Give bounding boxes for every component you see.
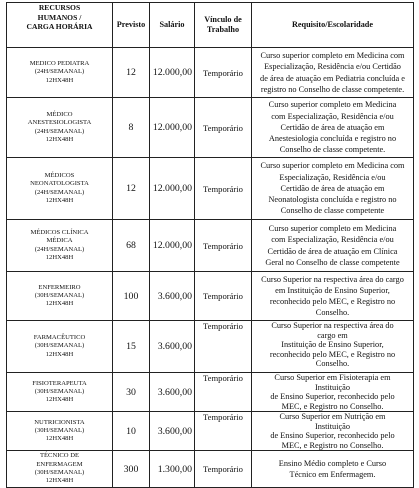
- salario-cell: 3.600,00: [150, 373, 195, 412]
- vinculo-cell: Temporário: [195, 220, 252, 272]
- requisito-cell: Curso superior completo em Medicina com Especialização, Residência e/ou Certidão de área de atuação em Anestesiologia concluída e registro no Conselho de classe competente.: [252, 98, 414, 158]
- previsto-cell: 12: [113, 158, 150, 220]
- previsto-cell: 15: [113, 321, 150, 373]
- role-cell: FISIOTERAPEUTA (30H/SEMANAL) 12HX48H: [7, 373, 113, 412]
- previsto-cell: 8: [113, 98, 150, 158]
- table-row: [7, 98, 414, 158]
- requisito-cell: Ensino Médio completo e Curso Técnico em Enfermagem.: [252, 451, 414, 488]
- table-row: [7, 158, 414, 220]
- header-vinculo: Vínculo de Trabalho: [195, 3, 252, 48]
- table-row: [7, 272, 414, 321]
- vinculo-cell: Temporário: [195, 412, 252, 451]
- vinculo-cell: Temporário: [195, 98, 252, 158]
- role-cell: TÉCNICO DE ENFERMAGEM (30H/SEMANAL) 12HX48H: [7, 451, 113, 488]
- header-salario: Salário: [150, 3, 195, 48]
- salario-cell: 12.000,00: [150, 158, 195, 220]
- role-cell: MÉDICOS CLÍNICA MÉDICA (24H/SEMANAL) 12HX48H: [7, 220, 113, 272]
- table-row: [7, 412, 414, 451]
- previsto-cell: 68: [113, 220, 150, 272]
- vinculo-cell: Temporário: [195, 158, 252, 220]
- vinculo-cell: Temporário: [195, 321, 252, 373]
- salario-cell: 12.000,00: [150, 220, 195, 272]
- previsto-cell: 12: [113, 48, 150, 98]
- requisito-cell: Curso Superior na respectiva área do cargo em Instituição de Ensino Superior, reconhecido pelo MEC, e Registro no Conselho.: [252, 272, 414, 321]
- salario-cell: 12.000,00: [150, 98, 195, 158]
- salario-cell: 3.600,00: [150, 412, 195, 451]
- vinculo-cell: Temporário: [195, 48, 252, 98]
- salario-cell: 12.000,00: [150, 48, 195, 98]
- role-cell: ENFERMEIRO (30H/SEMANAL) 12HX48H: [7, 272, 113, 321]
- table-row: [7, 321, 414, 373]
- role-cell: MÉDICOS NEONATOLOGISTA (24H/SEMANAL) 12HX48H: [7, 158, 113, 220]
- role-cell: MEDICO PEDIATRA (24H/SEMANAL) 12HX48H: [7, 48, 113, 98]
- vinculo-cell: Temporário: [195, 373, 252, 412]
- requisito-cell: Curso Superior na respectiva área do cargo em Instituição de Ensino Superior, reconhecido pelo MEC, e Registro no Conselho.: [252, 321, 414, 373]
- vacancy-table: [6, 2, 414, 488]
- salario-cell: 1.300,00: [150, 451, 195, 488]
- requisito-cell: Curso Superior em Nutrição em Instituição de Ensino Superior, reconhecido pelo MEC, e Registro no Conselho.: [252, 412, 414, 451]
- header-previsto: Previsto: [113, 3, 150, 48]
- role-cell: MÉDICO ANESTESIOLOGISTA (24H/SEMANAL) 12HX48H: [7, 98, 113, 158]
- table-row: [7, 48, 414, 98]
- salario-cell: 3.600,00: [150, 321, 195, 373]
- table-row: [7, 220, 414, 272]
- requisito-cell: Curso superior completo em Medicina com Especialização, Residência e/ou Certidão de área de atuação em Pediatria concluída e registro no Conselho de classe competente.: [252, 48, 414, 98]
- requisito-cell: Curso superior completo em Medicina com Especialização, Residência e/ou Certidão de área de atuação em Neonatologista concluída e registro no Conselho de classe competente: [252, 158, 414, 220]
- header-row: [7, 3, 414, 48]
- requisito-cell: Curso superior completo em Medicina com Especialização, Residência e/ou Certidão de área de atuação em Clínica Geral no Conselho de classe competente: [252, 220, 414, 272]
- previsto-cell: 10: [113, 412, 150, 451]
- previsto-cell: 100: [113, 272, 150, 321]
- vinculo-cell: Temporário: [195, 272, 252, 321]
- salario-cell: 3.600,00: [150, 272, 195, 321]
- vinculo-cell: Temporário: [195, 451, 252, 488]
- table-row: [7, 373, 414, 412]
- header-requisito: Requisito/Escolaridade: [252, 3, 414, 48]
- previsto-cell: 30: [113, 373, 150, 412]
- header-role: RECURSOS HUMANOS / CARGA HORÁRIA: [7, 3, 113, 48]
- previsto-cell: 300: [113, 451, 150, 488]
- table-row: [7, 451, 414, 488]
- requisito-cell: Curso Superior em Fisioterapia em Instituição de Ensino Superior, reconhecido pelo MEC, e Registro no Conselho.: [252, 373, 414, 412]
- role-cell: FARMACÊUTICO (30H/SEMANAL) 12HX48H: [7, 321, 113, 373]
- role-cell: NUTRICIONISTA (30H/SEMANAL) 12HX48H: [7, 412, 113, 451]
